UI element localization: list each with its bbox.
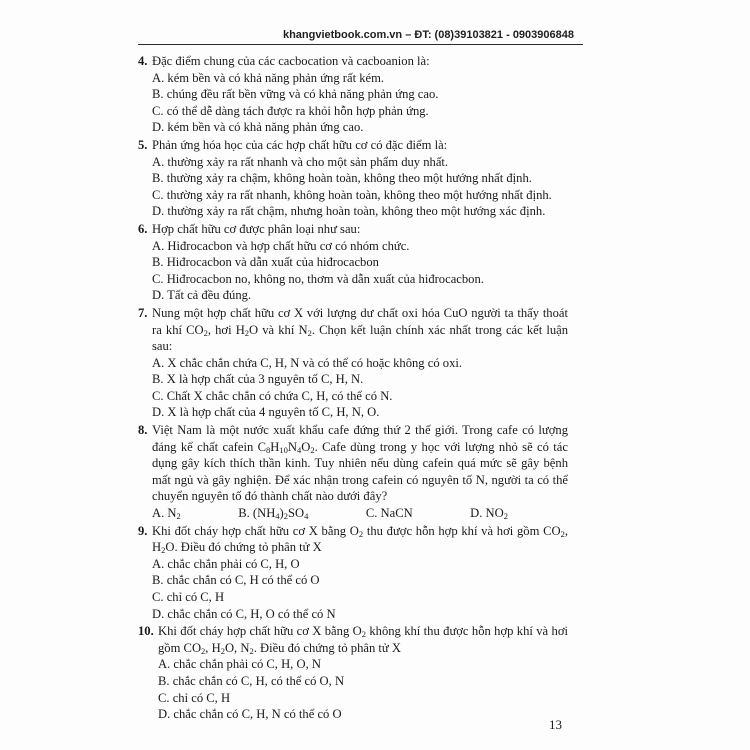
answer-option: C. Hiđrocacbon no, không no, thơm và dẫn xuất của hiđrocacbon. xyxy=(152,271,484,286)
question-number: 7. xyxy=(138,305,148,320)
stem-text: O, N xyxy=(224,640,250,655)
stem-text: , hơi H xyxy=(207,322,245,337)
question-number: 10. xyxy=(138,624,154,639)
answer-option: C. chỉ có C, H xyxy=(158,690,231,705)
answer-option: A. kém bền và có khả năng phản ứng rất kém. xyxy=(152,70,385,85)
stem-text: O xyxy=(301,439,311,454)
subscript: 2 xyxy=(560,528,565,539)
subscript: 2 xyxy=(201,645,206,656)
question-8 xyxy=(138,422,568,522)
page-number: 13 xyxy=(549,717,562,732)
answer-option: D. kém bền và có khả năng phản ứng cao. xyxy=(152,120,364,135)
question-9 xyxy=(138,523,568,623)
stem-text: N xyxy=(287,439,298,454)
answer-option: C. có thể dễ dàng tách được ra khỏi hỗn hợp phản ứng. xyxy=(152,103,429,118)
question-number: 9. xyxy=(138,523,148,538)
answer-option: A. thường xảy ra rất nhanh và cho một sản phẩm duy nhất. xyxy=(152,154,449,169)
answer-option: B. Hiđrocacbon và dẫn xuất của hiđrocacbon xyxy=(152,255,379,270)
answer-option: B. chắc chắn có C, H, có thể có O, N xyxy=(158,673,345,688)
answer-option: A. Hiđrocacbon và hợp chất hữu cơ có nhóm chức. xyxy=(152,238,410,253)
answer-option: C. Chất X chắc chắn có chứa C, H, có thể có N. xyxy=(152,388,393,403)
question-10 xyxy=(138,623,568,723)
option-text: D. NO xyxy=(470,506,504,521)
answer-option: D. thường xảy ra rất chậm, nhưng hoàn toàn, không theo một hướng xác định. xyxy=(152,204,546,219)
option-text: A. N xyxy=(152,506,177,521)
stem-text: thu được hỗn hợp khí và hơi gồm CO xyxy=(363,523,561,538)
subscript: 2 xyxy=(203,327,208,338)
stem-text: Khi đốt cháy hợp chất hữu cơ X bằng O xyxy=(158,624,362,639)
answer-option xyxy=(470,505,508,522)
question-stem: Hợp chất hữu cơ được phân loại như sau: xyxy=(152,221,361,236)
option-text: B. (NH xyxy=(238,506,276,521)
question-7 xyxy=(138,305,568,421)
answer-option: B. chúng đều rất bền vững và có khả năng phản ứng cao. xyxy=(152,87,439,102)
stem-text: H xyxy=(270,439,280,454)
subscript: 4 xyxy=(304,511,309,522)
header-rule xyxy=(138,44,583,45)
question-4 xyxy=(138,53,568,136)
question-6 xyxy=(138,221,568,304)
subscript: 2 xyxy=(249,645,254,656)
question-stem xyxy=(158,623,568,656)
option-text: C. NaCN xyxy=(365,506,413,521)
subscript: 2 xyxy=(503,511,508,522)
stem-text: O. Điều đó chứng tỏ phân tử X xyxy=(165,540,322,555)
answer-option: B. X là hợp chất của 3 nguyên tố C, H, N. xyxy=(152,372,364,387)
stem-text: không khí thu được hỗn hợp khí và hơi gồm CO xyxy=(158,624,568,655)
answer-option: B. thường xảy ra chậm, không hoàn toàn, không theo một hướng nhất định. xyxy=(152,171,532,186)
stem-text: O và khí N xyxy=(249,322,308,337)
subscript: 8 xyxy=(266,444,271,455)
answer-option: D. Tất cả đều đúng. xyxy=(152,288,252,303)
answer-option: D. chắc chắn có C, H, O có thể có N xyxy=(152,606,336,621)
question-number: 8. xyxy=(138,423,148,438)
stem-text: . Chọn kết luận chính xác nhất trong các kết luận sau: xyxy=(152,322,569,354)
answer-option: A. chắc chắn phải có C, H, O, N xyxy=(158,657,321,672)
answer-option: A. chắc chắn phải có C, H, O xyxy=(152,556,300,571)
question-stem: Đặc điểm chung của các cacbocation và cacboanion là: xyxy=(152,54,430,68)
question-stem: Phản ứng hóa học của các hợp chất hữu cơ có đặc điểm là: xyxy=(152,137,448,152)
answer-option: A. X chắc chắn chứa C, H, N và có thể có hoặc không có oxi. xyxy=(152,355,463,370)
subscript: 2 xyxy=(161,545,166,556)
subscript: 10 xyxy=(279,444,288,455)
answer-option: C. chỉ có C, H xyxy=(152,590,225,604)
answer-option: C. thường xảy ra rất nhanh, không hoàn toàn, không theo một hướng nhất định. xyxy=(152,187,552,202)
stem-text: Nung một hợp chất hữu cơ X với lượng dư chất oxi hóa CuO người ta thấy thoát ra khí CO xyxy=(152,305,568,337)
question-stem xyxy=(152,422,568,505)
answer-option xyxy=(238,505,308,522)
stem-text: , H xyxy=(152,523,568,555)
subscript: 2 xyxy=(358,528,364,539)
stem-text: Việt Nam là một nước xuất khẩu cafe đứng thứ 2 thế giới. Trong cafe có lượng đáng kể chất cafein C xyxy=(152,423,568,454)
answer-option: D. chắc chắn có C, H, N có thể có O xyxy=(158,707,342,722)
question-list xyxy=(138,52,568,723)
subscript: 4 xyxy=(275,511,280,522)
subscript: 2 xyxy=(310,444,315,455)
subscript: 2 xyxy=(220,645,225,656)
stem-text: Khi đốt cháy hợp chất hữu cơ X bằng O xyxy=(152,523,359,538)
option-text: SO xyxy=(288,506,305,521)
answer-option: B. chắc chắn có C, H có thể có O xyxy=(152,573,320,588)
stem-text: . Điều đó chứng tỏ phân tử X xyxy=(253,640,401,655)
question-number: 4. xyxy=(138,54,148,68)
subscript: 2 xyxy=(244,327,250,338)
stem-text: . Cafe dùng trong y học với lượng nhỏ sẽ có tác dụng gây kích thích thần kinh. Tuy nhiên nếu dùng cafein quá mức sẽ gây bệnh mất ngủ và gây nghiện. Để xác nhận trong cafein có nguyên tố N, người ta có thể chuyển nguyên tố đó thành chất nào dưới đây? xyxy=(152,439,568,504)
answer-option: D. X là hợp chất của 4 nguyên tố C, H, N, O. xyxy=(152,405,380,420)
subscript: 4 xyxy=(297,444,302,455)
subscript: 2 xyxy=(176,511,181,522)
answer-option xyxy=(152,505,181,522)
page-header: khangvietbook.com.vn – ĐT: (08)39103821 - 0903906848 xyxy=(282,29,574,41)
option-text: ) xyxy=(279,506,284,521)
question-stem xyxy=(152,305,568,355)
question-stem xyxy=(152,523,568,556)
subscript: 2 xyxy=(307,327,312,338)
question-number: 5. xyxy=(138,137,148,152)
stem-text: , H xyxy=(205,640,221,655)
subscript: 2 xyxy=(361,629,366,640)
answer-option xyxy=(366,505,413,522)
question-number: 6. xyxy=(138,221,148,236)
question-5 xyxy=(138,137,568,220)
subscript: 2 xyxy=(283,511,288,522)
answer-options-row xyxy=(152,505,568,522)
